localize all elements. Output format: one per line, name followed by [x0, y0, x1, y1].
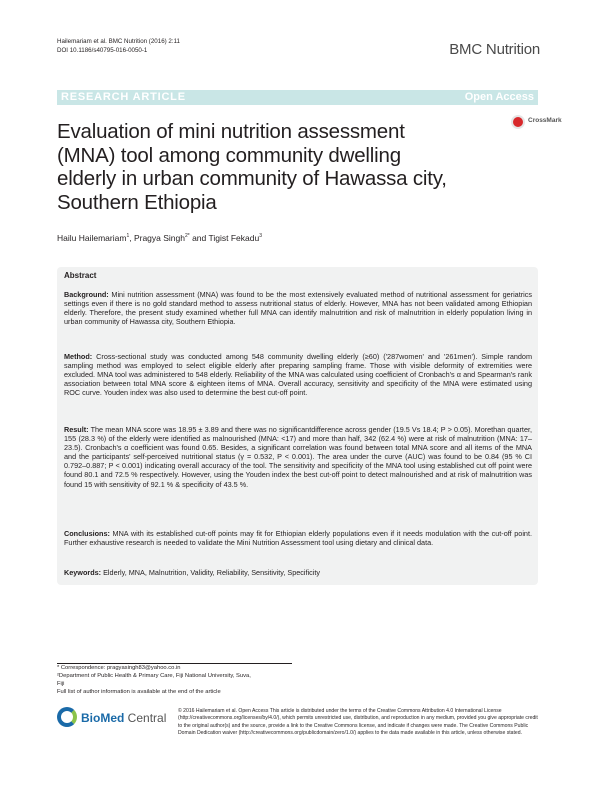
result-label: Result: — [64, 425, 89, 434]
abstract-result — [64, 425, 532, 489]
method-text: Cross-sectional study was conducted among 548 community dwelling elderly (≥60) ('287women' and '261men'). Simple random sampling method was employed to select eligible elderly after preparing sampling frame. Those with visible deformity of extremities were excluded. MNA tool was administered to 548 elderly. Reliability of the MNA was calculated using coefficient of Cronbach's α and Spearman's rank association between total MNA score & eighteen items of MNA. Overall accuracy, sensitivity and specificity of the MNA were estimated using ROC curve. Youden index was also used to determine the best cut-off point. — [64, 352, 533, 398]
affiliation-country: Fiji — [57, 681, 65, 688]
license-text: © 2016 Hailemariam et al. Open Access This article is distributed under the terms of the Creative Commons Attribution 4.0 International License (http://creativecommons.org/licenses/by/4.0/), which permits unrestricted use, distribution, and reproduction in any medium, provided you give appropriate credit to the original author(s) and the source, provide a link to the Creative Commons license, and indicate if changes were made. The Creative Commons Public Domain Dedication waiver (http://creativecommons.org/publicdomain/zero/1.0/) applies to the data made available in this article, unless otherwise stated. — [178, 708, 538, 737]
abstract-background — [64, 290, 532, 326]
author-name: and Tigist Fekadu — [189, 233, 260, 243]
article-type-band — [57, 90, 538, 105]
journal-name: BMC Nutrition — [449, 41, 540, 58]
biomed-central-icon — [57, 707, 77, 727]
author-affiliation: 2* — [184, 233, 190, 240]
publisher-name — [81, 711, 166, 725]
author-list — [57, 233, 262, 243]
keywords-text: Elderly, MNA, Malnutrition, Validity, Reliability, Sensitivity, Specificity — [103, 568, 320, 577]
author-info-note: Full list of author information is available at the end of the article — [57, 689, 221, 696]
doi-line: DOI 10.1186/s40795-016-0050-1 — [57, 47, 148, 54]
article-type: RESEARCH ARTICLE — [61, 91, 186, 103]
crossmark-label: CrossMark — [528, 117, 562, 124]
article-title: Evaluation of mini nutrition assessment (MNA) tool among community dwelling elderly in urban community of Hawassa city, Southern Ethiopia — [57, 120, 447, 214]
author-affiliation: 1 — [126, 233, 130, 240]
author-name: , Pragya Singh — [129, 233, 185, 243]
citation-line: Hailemariam et al. BMC Nutrition (2016) 2:11 — [57, 38, 180, 45]
footnotes — [57, 664, 297, 696]
affiliation: ²Department of Public Health & Primary Care, Fiji National University, Suva, — [57, 673, 251, 680]
citation — [57, 37, 180, 55]
publisher-name-sub: Central — [124, 711, 167, 725]
abstract-conclusions — [64, 529, 532, 547]
background-text: Mini nutrition assessment (MNA) was found to be the most extensively evaluated method of nutritional assessment for geriatrics settings even if there is no gold standard method to assess nutritional status of elderly. However, MNA has not been validated among Ethiopian elderly. Therefore, the present study examined whether full MNA can identify malnutrition and risk of malnutrition in elderly population living in urban community of Hawassa city, Southern Ethiopia. — [64, 290, 533, 327]
author-name: Hailu Hailemariam — [57, 233, 127, 243]
method-label: Method: — [64, 352, 93, 361]
conclusions-text: MNA with its established cut-off points may fit for Ethiopian elderly populations even if it needs modulation with the cut-off point. Further exhaustive research is needed to validate the Mini Nutrition Assessment tool using dietary and clinical data. — [64, 529, 532, 548]
open-access-label: Open Access — [464, 91, 534, 103]
abstract-heading: Abstract — [64, 271, 97, 280]
background-label: Background: — [64, 290, 109, 299]
keywords-label: Keywords: — [64, 568, 102, 577]
conclusions-label: Conclusions: — [64, 529, 110, 538]
publisher-name-main: BioMed — [81, 711, 125, 725]
crossmark-icon — [511, 115, 525, 129]
result-text: The mean MNA score was 18.95 ± 3.89 and there was no significantdifference across gender (19.5 Vs 18.4; P > 0.05). Morethan quarter, 155 (28.3 %) of the elderly were identified as malnourished (MNA: <17) and more than half, 342 (62.4 %) were at risk of malnutrition (MNA: 17–23.5). Cronbach's α coefficient was found 0.65. Besides, a significant correlation was found between total MNA score and all items of the MNA and the participants' self-perceived nutritional status (γ = 0.532, P < 0.001). The area under the curve (AUC) was found to be 0.84 (95 % CI 0.792–0.887; P < 0.001) indicating overall accuracy of the tool. The sensitivity and specificity of the MNA tool using established cut off point were found 80.1 and 72.5 % respectively. However, using the Youden index the best cut-off point to detect malnourished and at risk of malnutrition was found 15 with sensitivity of 92.1 % & specificity of 43.5 %. — [64, 425, 533, 489]
author-affiliation: 3 — [259, 233, 262, 240]
abstract-method — [64, 352, 532, 397]
correspondence: * Correspondence: pragyasingh83@yahoo.co.in — [57, 665, 181, 671]
abstract-keywords — [64, 568, 532, 577]
